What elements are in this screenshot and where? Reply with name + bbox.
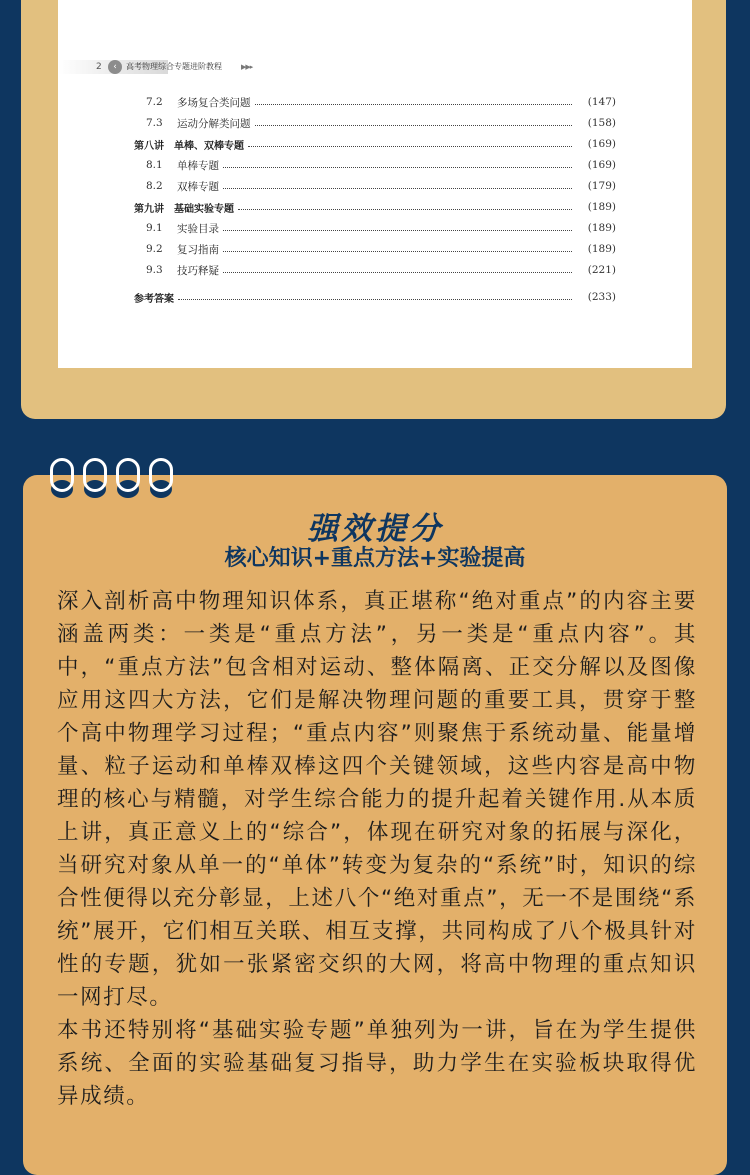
toc-leader-dots — [223, 188, 572, 189]
toc-number: 8.1 — [146, 159, 163, 171]
toc-title: 实验目录 — [177, 222, 219, 235]
toc-leader-dots — [255, 125, 573, 126]
toc-row — [134, 262, 616, 278]
toc-page: (158) — [587, 117, 616, 129]
binder-ring-icon — [50, 458, 74, 500]
toc-title: 双棒专题 — [177, 180, 219, 193]
toc-leader-dots — [238, 209, 572, 210]
toc-page: (189) — [587, 222, 616, 234]
toc-row — [134, 157, 616, 173]
description-paragraph: 深入剖析高中物理知识体系，真正堪称“绝对重点”的内容主要涵盖两类：一类是“重点方法”，另一类是“重点内容”。其中，“重点方法”包含相对运动、整体隔离、正交分解以及图像应用这四大方法，它们是解决物理问题的重要工具，贯穿于整个高中物理学习过程；“重点内容”则聚焦于系统动量、能量增量、粒子运动和单棒双棒这四个关键领域，这些内容是高中物理的核心与精髓，对学生综合能力的提升起着关键作用.从本质上讲，真正意义上的“综合”，体现在研究对象的拓展与深化，当研究对象从单一的“单体”转变为复杂的“系统”时，知识的综合性便得以充分彰显，上述八个“绝对重点”，无一不是围绕“系统”展开，它们相互关联、相互支撑，共同构成了八个极具针对性的专题，犹如一张紧密交织的大网，将高中物理的重点知识一网打尽。 — [57, 589, 697, 1010]
running-title: 高考物理综合专题进阶教程 — [126, 62, 222, 71]
toc-page: (147) — [587, 96, 616, 108]
toc-page: (189) — [587, 243, 616, 255]
toc-leader-dots — [178, 299, 572, 300]
toc-page: (169) — [587, 159, 616, 171]
toc-title: 第八讲 单棒、双棒专题 — [134, 140, 244, 152]
binder-rings — [50, 458, 180, 500]
toc-row — [134, 289, 616, 305]
toc-title: 复习指南 — [177, 243, 219, 256]
toc-number: 7.2 — [146, 96, 163, 108]
toc-row — [134, 115, 616, 131]
chevron-left-icon: ‹ — [108, 60, 122, 74]
binder-ring-icon — [83, 458, 107, 500]
toc-row — [134, 178, 616, 194]
page-number: 2 — [96, 62, 102, 72]
toc-leader-dots — [248, 146, 572, 147]
toc-title: 单棒专题 — [177, 159, 219, 172]
toc-page: (189) — [587, 201, 616, 213]
binder-ring-icon — [149, 458, 173, 500]
feature-description — [57, 585, 697, 1113]
toc-leader-dots — [255, 104, 573, 105]
toc-page: (179) — [587, 180, 616, 192]
toc-row — [134, 241, 616, 257]
toc-number: 8.2 — [146, 180, 163, 192]
toc-leader-dots — [223, 167, 572, 168]
toc-title: 参考答案 — [134, 293, 174, 305]
toc-row — [134, 136, 616, 152]
feature-title: 强效提分 — [307, 511, 443, 547]
book-page — [58, 0, 692, 368]
arrows-right-icon: ▶▶▸ — [241, 63, 253, 71]
description-paragraph: 本书还特别将“基础实验专题”单独列为一讲，旨在为学生提供系统、全面的实验基础复习指导，助力学生在实验板块取得优异成绩。 — [57, 1018, 697, 1109]
toc-title: 运动分解类问题 — [177, 117, 251, 130]
toc-page: (169) — [587, 138, 616, 150]
toc-leader-dots — [223, 230, 572, 231]
toc-leader-dots — [223, 272, 572, 273]
toc-page: (233) — [587, 291, 616, 303]
toc-row — [134, 199, 616, 215]
toc-title: 多场复合类问题 — [177, 96, 251, 109]
binder-ring-icon — [116, 458, 140, 500]
toc-title: 技巧释疑 — [177, 264, 219, 277]
running-head — [58, 60, 318, 74]
toc-number: 7.3 — [146, 117, 163, 129]
toc-row — [134, 220, 616, 236]
toc-page: (221) — [587, 264, 616, 276]
toc-number: 9.3 — [146, 264, 163, 276]
toc-leader-dots — [223, 251, 572, 252]
toc-number: 9.2 — [146, 243, 163, 255]
feature-subtitle: 核心知识+重点方法+实验提高 — [224, 546, 526, 571]
toc-title: 第九讲 基础实验专题 — [134, 203, 234, 215]
toc-row — [134, 94, 616, 110]
toc-number: 9.1 — [146, 222, 163, 234]
